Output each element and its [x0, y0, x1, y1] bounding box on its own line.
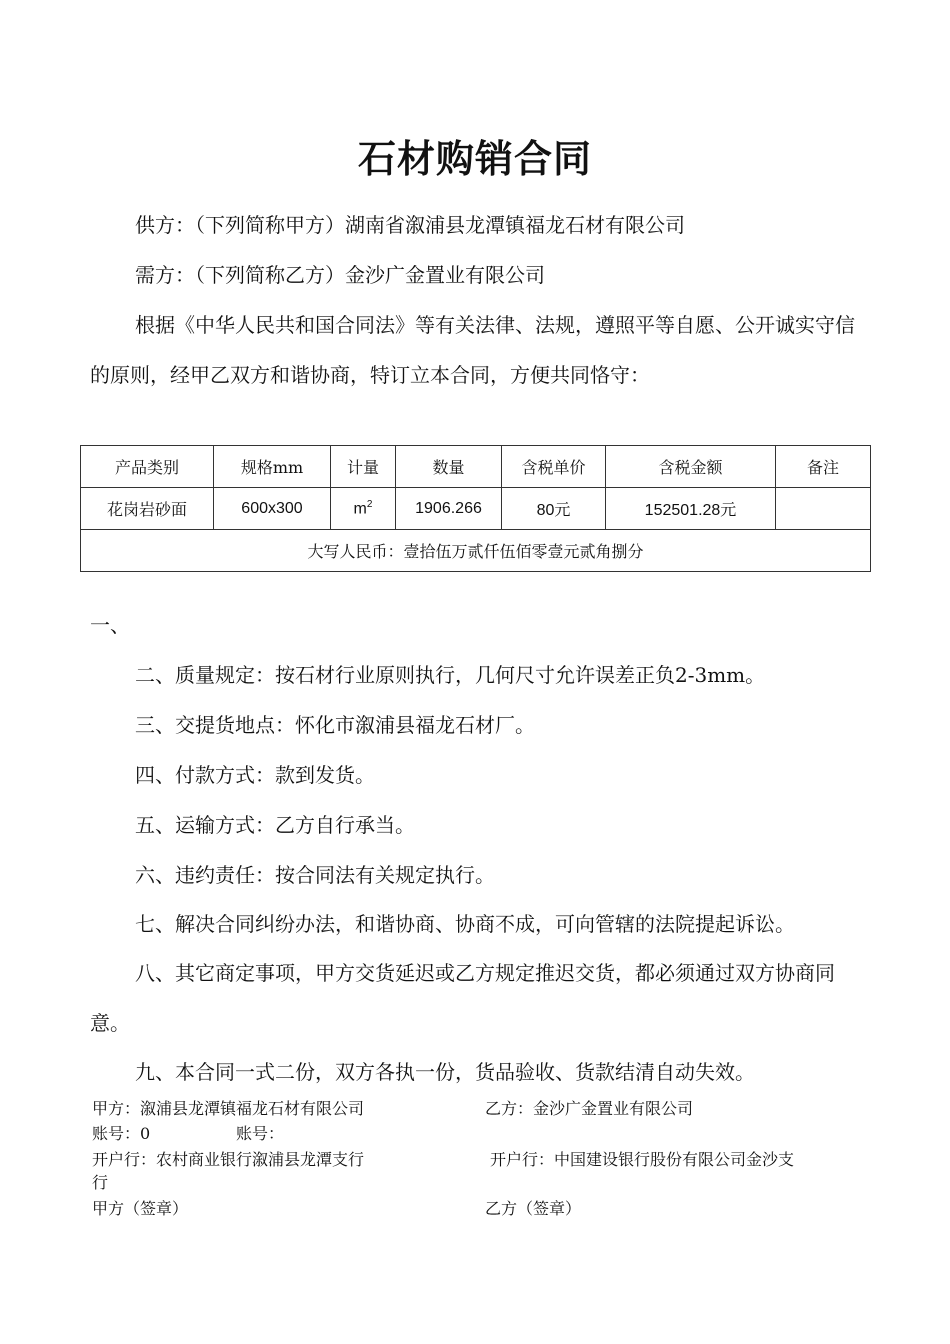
party-b-seal: 乙方（签章）	[485, 1199, 582, 1218]
party-a-name: 甲方：溆浦县龙潭镇福龙石材有限公司	[92, 1099, 365, 1118]
cell-amount: 152501.28元	[606, 488, 776, 530]
supplier-line: 供方：（下列简称甲方）湖南省溆浦县龙潭镇福龙石材有限公司	[135, 213, 685, 237]
goods-table	[80, 445, 871, 572]
party-a-account: 账号：0	[92, 1124, 151, 1143]
party-a-bank: 开户行：农村商业银行溆浦县龙潭支行	[92, 1150, 365, 1169]
cell-category: 花岗岩砂面	[81, 488, 214, 530]
clause-8: 八、其它商定事项，甲方交货延迟或乙方规定推迟交货，都必须通过双方协商同意。	[90, 961, 835, 1035]
total-in-words: 大写人民币：壹拾伍万贰仟伍佰零壹元贰角捌分	[81, 530, 871, 572]
party-b-bank-continued: 行	[92, 1173, 109, 1192]
header-remark: 备注	[776, 446, 871, 488]
clause-2: 二、质量规定：按石材行业原则执行，几何尺寸允许误差正负2-3mm。	[135, 663, 766, 687]
party-a-seal: 甲方（签章）	[92, 1199, 189, 1218]
table-total-row	[81, 530, 871, 572]
header-unit-price: 含税单价	[502, 446, 606, 488]
header-category: 产品类别	[81, 446, 214, 488]
party-b-bank: 开户行：中国建设银行股份有限公司金沙支	[490, 1150, 795, 1169]
table-row	[81, 488, 871, 530]
clause-4: 四、付款方式：款到发货。	[135, 763, 375, 787]
clause-5: 五、运输方式：乙方自行承当。	[135, 813, 415, 837]
cell-unit-price: 80元	[502, 488, 606, 530]
unit-base: m	[353, 500, 367, 518]
cell-quantity: 1906.266	[396, 488, 502, 530]
buyer-line: 需方：（下列简称乙方）金沙广金置业有限公司	[135, 263, 545, 287]
cell-unit	[331, 488, 396, 530]
party-b-name: 乙方：金沙广金置业有限公司	[485, 1099, 694, 1118]
cell-spec: 600x300	[214, 488, 331, 530]
header-spec: 规格mm	[214, 446, 331, 488]
clause-3: 三、交提货地点：怀化市溆浦县福龙石材厂。	[135, 713, 535, 737]
page-title: 石材购销合同	[357, 137, 592, 181]
table-header-row	[81, 446, 871, 488]
cell-remark	[776, 488, 871, 530]
header-amount: 含税金额	[606, 446, 776, 488]
preamble: 根据《中华人民共和国合同法》等有关法律、法规，遵照平等自愿、公开诚实守信的原则，经甲乙双方和谐协商，特订立本合同，方便共同恪守：	[90, 313, 855, 387]
header-unit: 计量	[331, 446, 396, 488]
party-b-account: 账号：	[236, 1124, 285, 1143]
clause-1: 一、	[90, 613, 130, 637]
clause-6: 六、违约责任：按合同法有关规定执行。	[135, 863, 495, 887]
clause-7: 七、解决合同纠纷办法，和谐协商、协商不成，可向管辖的法院提起诉讼。	[135, 912, 795, 936]
header-quantity: 数量	[396, 446, 502, 488]
unit-superscript: 2	[366, 498, 373, 510]
clause-9: 九、本合同一式二份，双方各执一份，货品验收、货款结清自动失效。	[135, 1060, 755, 1084]
